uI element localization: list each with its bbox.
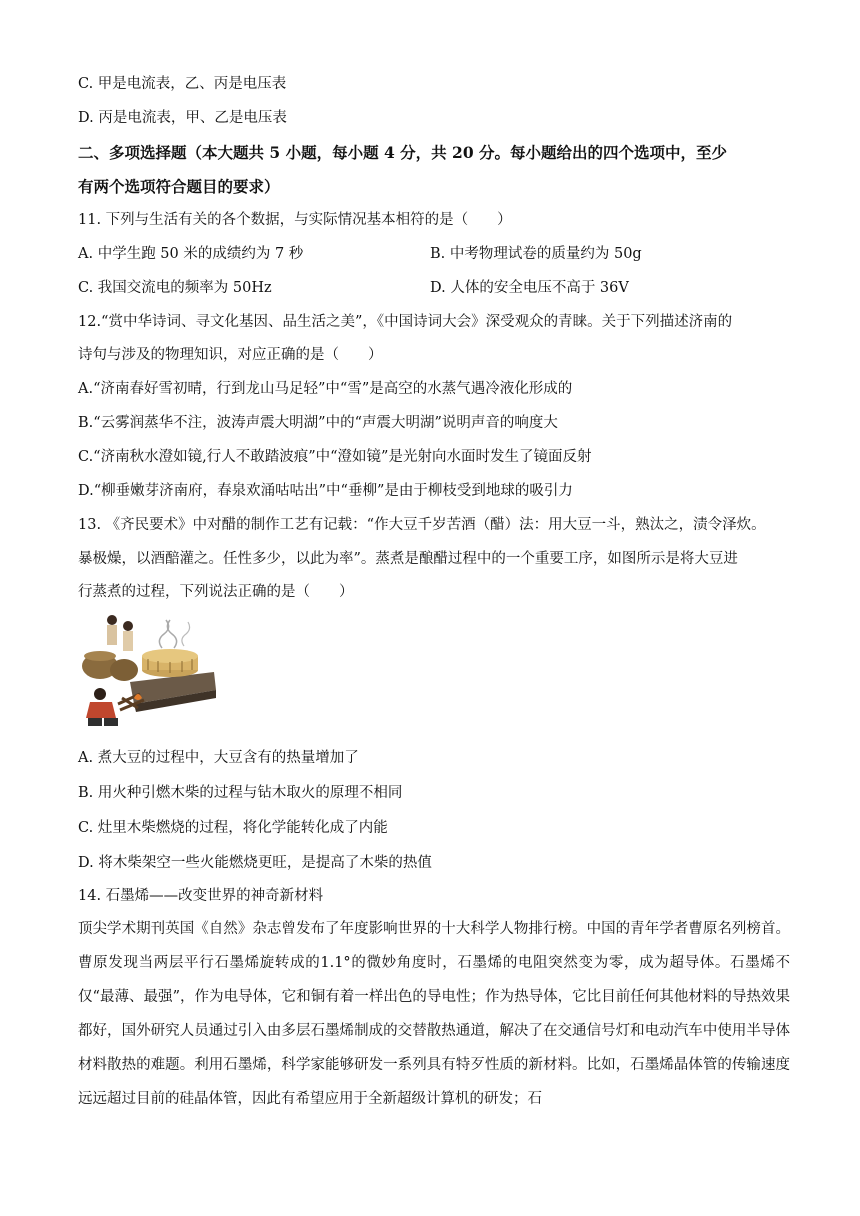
q12-stem-line-1: 12.“赏中华诗词、寻文化基因、品生活之美”，《中国诗词大会》深受观众的青睐。关于下列描述济南的 [78, 314, 733, 330]
q13-stem-line-2: 暴极燥，以酒醅灌之。任性多少，以此为率”。蒸煮是酿醋过程中的一个重要工序，如图所示是将大豆进 [78, 551, 738, 567]
q13-stem-line-1: 13. 《齐民要术》中对醋的制作工艺有记载：“作大豆千岁苦酒（醋）法：用大豆一斗，熟汰之，渍令泽炊。 [78, 517, 766, 533]
q12-option-d: D.“柳垂嫩芽济南府，春泉欢涌咕咕出”中“垂柳”是由于柳枝受到地球的吸引力 [78, 483, 573, 499]
q12-option-b: B.“云雾润蒸华不注，波涛声震大明湖”中的“声震大明湖”说明声音的响度大 [78, 415, 558, 431]
q14-title: 14. 石墨烯——改变世界的神奇新材料 [78, 888, 324, 904]
q10-option-c: C. 甲是电流表，乙、丙是电压表 [78, 76, 287, 92]
q12-option-a: A.“济南春好雪初晴，行到龙山马足轻”中“雪”是高空的水蒸气遇冷液化形成的 [78, 381, 573, 397]
q13-stem-line-3: 行蒸煮的过程，下列说法正确的是（ ） [78, 584, 354, 600]
q11-option-b: B. 中考物理试卷的质量约为 50g [430, 246, 642, 262]
q11-stem: 11. 下列与生活有关的各个数据，与实际情况基本相符的是（ ） [78, 212, 512, 228]
q12-option-c: C.“济南秋水澄如镜,行人不敢踏波痕”中“澄如镜”是光射向水面时发生了镜面反射 [78, 449, 592, 465]
section-heading-line-2: 有两个选项符合题目的要求） [78, 177, 280, 196]
q13-option-b: B. 用火种引燃木柴的过程与钻木取火的原理不相同 [78, 785, 403, 801]
q10-option-d: D. 丙是电流表，甲、乙是电压表 [78, 110, 287, 126]
q11-option-a: A. 中学生跑 50 米的成绩约为 7 秒 [78, 246, 304, 262]
section-heading-line-1: 二、多项选择题（本大题共 5 小题，每小题 4 分，共 20 分。每小题给出的四个选项中，至少 [78, 143, 728, 162]
q14-passage: 顶尖学术期刊英国《自然》杂志曾发布了年度影响世界的十大科学人物排行榜。中国的青年学者曹原名列榜首。曹原发现当两层平行石墨烯旋转成的1.1°的微妙角度时，石墨烯的电阻突然变为零，成为超导体。石墨烯不仅“最薄、最强”，作为电导体，它和铜有着一样出色的导电性；作为热导体，它比目前任何其他材料的导热效果都好，国外研究人员通过引入由多层石墨烯制成的交替散热通道，解决了在交通信号灯和电动汽车中使用半导体材料散热的难题。利用石墨烯，科学家能够研发一系列具有特歹性质的新材料。比如，石墨烯晶体管的传输速度远远超过目前的硅晶体管，因此有希望应用于全新超级计算机的研发；石 [78, 921, 790, 1107]
steaming-soybeans-illustration [78, 612, 218, 736]
q11-option-d: D. 人体的安全电压不高于 36V [430, 280, 629, 296]
q12-stem-line-2: 诗句与涉及的物理知识，对应正确的是（ ） [78, 347, 383, 363]
q13-option-a: A. 煮大豆的过程中，大豆含有的热量增加了 [78, 750, 359, 766]
q11-option-c: C. 我国交流电的频率为 50Hz [78, 280, 272, 296]
q13-option-d: D. 将木柴架空一些火能燃烧更旺，是提高了木柴的热值 [78, 855, 432, 871]
q13-option-c: C. 灶里木柴燃烧的过程，将化学能转化成了内能 [78, 820, 388, 836]
